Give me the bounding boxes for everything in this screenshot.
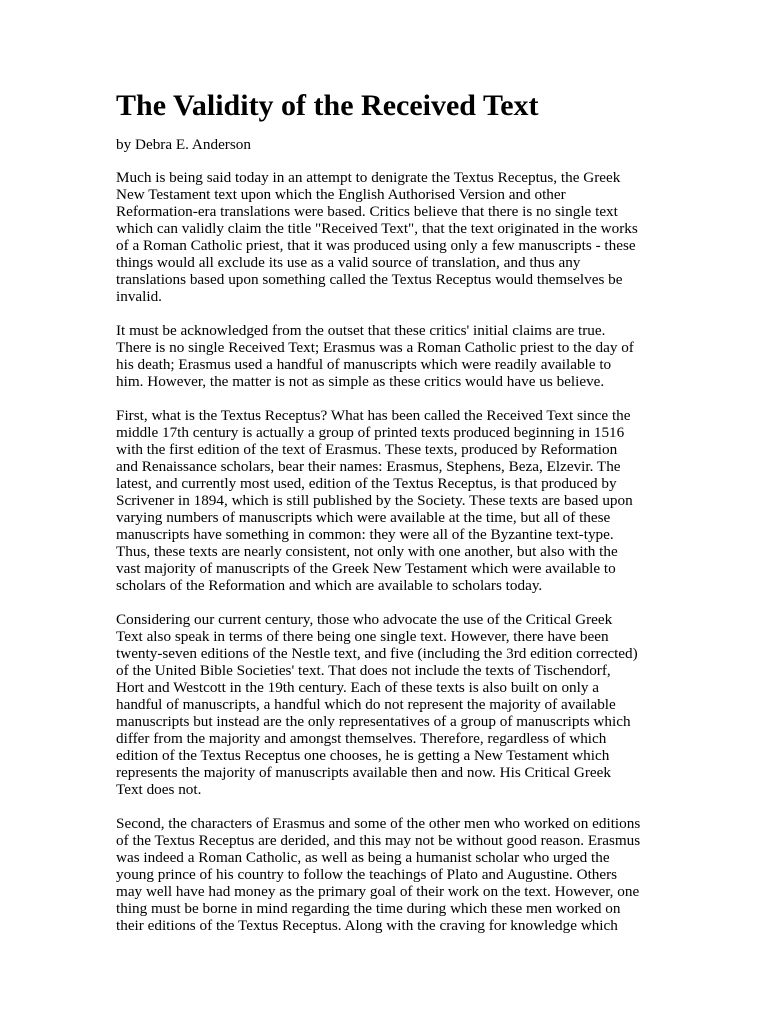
text-line: Considering our current century, those who advocate the use of the Critical Greek [116, 611, 613, 628]
text-line: their editions of the Textus Receptus. Along with the craving for knowledge which [116, 917, 618, 934]
text-line: First, what is the Textus Receptus? What has been called the Received Text since the [116, 407, 631, 424]
text-line: manuscripts have something in common: they were all of the Byzantine text-type. [116, 526, 614, 543]
body-paragraph [116, 407, 636, 594]
text-line: It must be acknowledged from the outset that these critics' initial claims are true. [116, 322, 606, 339]
text-line: Reformation-era translations were based. Critics believe that there is no single text [116, 203, 618, 220]
text-line: Much is being said today in an attempt to denigrate the Textus Receptus, the Greek [116, 169, 621, 186]
document-page [116, 88, 641, 951]
text-line: twenty-seven editions of the Nestle text, and five (including the 3rd edition corrected) [116, 645, 638, 662]
text-line: manuscripts but instead are the only representatives of a group of manuscripts which [116, 713, 631, 730]
text-line: invalid. [116, 288, 162, 305]
text-line: There is no single Received Text; Erasmus was a Roman Catholic priest to the day of [116, 339, 634, 356]
text-line: of a Roman Catholic priest, that it was produced using only a few manuscripts - these [116, 237, 636, 254]
text-line: varying numbers of manuscripts which were available at the time, but all of these [116, 509, 611, 526]
text-line: him. However, the matter is not as simple as these critics would have us believe. [116, 373, 605, 390]
body-paragraph [116, 169, 636, 305]
text-line: middle 17th century is actually a group of printed texts produced beginning in 1516 [116, 424, 625, 441]
text-line: may well have had money as the primary goal of their work on the text. However, one [116, 883, 640, 900]
text-line: young prince of his country to follow the teachings of Plato and Augustine. Others [116, 866, 618, 883]
text-line: scholars of the Reformation and which are available to scholars today. [116, 577, 543, 594]
text-line: differ from the majority and amongst themselves. Therefore, regardless of which [116, 730, 607, 747]
text-line: edition of the Textus Receptus one chooses, he is getting a New Testament which [116, 747, 610, 764]
text-line: his death; Erasmus used a handful of manuscripts which were readily available to [116, 356, 612, 373]
text-line: of the United Bible Societies' text. That does not include the texts of Tischendorf, [116, 662, 611, 679]
document-byline: by Debra E. Anderson [116, 136, 251, 153]
text-line: New Testament text upon which the English Authorised Version and other [116, 186, 566, 203]
text-line: was indeed a Roman Catholic, as well as being a humanist scholar who urged the [116, 849, 610, 866]
document-body [116, 169, 641, 934]
text-line: Thus, these texts are nearly consistent, not only with one another, but also with the [116, 543, 618, 560]
text-line: Hort and Westcott in the 19th century. Each of these texts is also built on only a [116, 679, 599, 696]
text-line: things would all exclude its use as a valid source of translation, and thus any [116, 254, 581, 271]
text-line: and Renaissance scholars, bear their names: Erasmus, Stephens, Beza, Elzevir. The [116, 458, 621, 475]
text-line: represents the majority of manuscripts available then and now. His Critical Greek [116, 764, 611, 781]
text-line: which can validly claim the title "Received Text", that the text originated in the works [116, 220, 638, 237]
text-line: of the Textus Receptus are derided, and this may not be without good reason. Erasmus [116, 832, 641, 849]
text-line: with the first edition of the text of Erasmus. These texts, produced by Reformation [116, 441, 618, 458]
text-line: Scrivener in 1894, which is still published by the Society. These texts are based upon [116, 492, 633, 509]
document-title: The Validity of the Received Text [116, 89, 539, 122]
text-line: Text also speak in terms of there being one single text. However, there have been [116, 628, 609, 645]
body-paragraph [116, 611, 636, 798]
text-line: latest, and currently most used, edition of the Textus Receptus, is that produced by [116, 475, 617, 492]
text-line: Text does not. [116, 781, 202, 798]
text-line: Second, the characters of Erasmus and some of the other men who worked on editions [116, 815, 641, 832]
text-line: thing must be borne in mind regarding the time during which these men worked on [116, 900, 621, 917]
text-line: handful of manuscripts, a handful which do not represent the majority of available [116, 696, 616, 713]
body-paragraph [116, 815, 641, 934]
text-line: vast majority of manuscripts of the Greek New Testament which were available to [116, 560, 616, 577]
body-paragraph [116, 322, 636, 390]
text-line: translations based upon something called the Textus Receptus would themselves be [116, 271, 623, 288]
